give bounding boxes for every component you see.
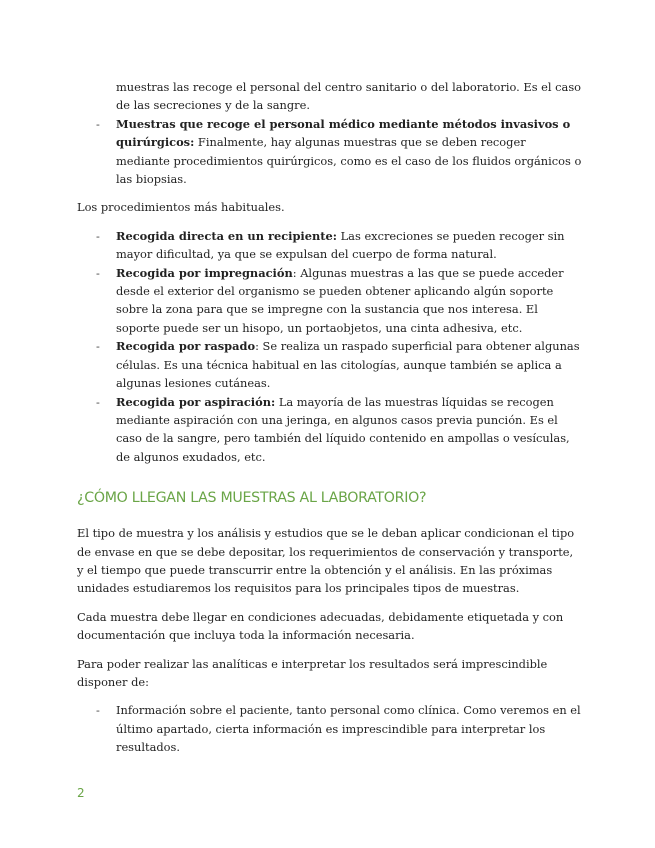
- list-item: [77, 393, 582, 467]
- list-item-title: Recogida por aspiración:: [116, 394, 276, 409]
- requirements-list: [77, 701, 582, 756]
- list-item-continuation: muestras las recoge el personal del centro sanitario o del laboratorio. Es el caso de las secreciones y de la sangre.: [116, 80, 582, 113]
- list-bullet: -: [96, 228, 100, 243]
- list-bullet: -: [96, 394, 100, 409]
- sample-types-list: [77, 115, 582, 189]
- body-paragraph: Cada muestra debe llegar en condiciones adecuadas, debidamente etiquetada y con documentación que incluya toda la información necesaria.: [77, 609, 564, 643]
- body-paragraph: El tipo de muestra y los análisis y estudios que se le deban aplicar condicionan el tipo de envase en que se debe depositar, los requerimientos de conservación y transporte, y el tiempo que puede transcurrir entre la obtención y el análisis. En las próximas unidades estudiaremos los requisitos para los principales tipos de muestras.: [77, 526, 575, 596]
- list-item: [77, 227, 582, 264]
- list-bullet: -: [96, 703, 100, 718]
- list-bullet: -: [96, 265, 100, 280]
- list-item: [77, 701, 582, 756]
- section-heading: ¿CÓMO LLEGAN LAS MUESTRAS AL LABORATORIO?: [77, 490, 427, 507]
- list-item: [77, 264, 582, 338]
- list-item: [77, 337, 582, 392]
- list-item-title: Muestras que recoge el personal médico mediante métodos invasivos o quirúrgicos:: [116, 116, 571, 150]
- procedures-intro: Los procedimientos más habituales.: [77, 200, 285, 215]
- list-bullet: -: [96, 339, 100, 354]
- list-item-title: Recogida por impregnación: [116, 265, 293, 280]
- list-item-text: Las excreciones se pueden recoger sin mayor dificultad, ya que se expulsan del cuerpo de forma natural.: [116, 228, 565, 262]
- page-content: [77, 78, 582, 757]
- list-item-text: Información sobre el paciente, tanto personal como clínica. Como veremos en el último apartado, cierta información es imprescindible para interpretar los resultados.: [116, 703, 581, 755]
- list-bullet: -: [96, 116, 100, 131]
- list-item-text: : Algunas muestras a las que se puede acceder desde el exterior del organismo se pueden obtener aplicando algún soporte sobre la zona para que se impregne con la sustancia que nos interesa. El soporte puede ser un hisopo, un portaobjetos, una cinta adhesiva, etc.: [116, 265, 564, 335]
- body-paragraph: Para poder realizar las analíticas e interpretar los resultados será imprescindible disponer de:: [77, 656, 548, 689]
- list-item-title: Recogida directa en un recipiente:: [116, 228, 337, 243]
- list-item-text: Finalmente, hay algunas muestras que se deben recoger mediante procedimientos quirúrgicos, como es el caso de los fluidos orgánicos o las biopsias.: [116, 135, 582, 187]
- procedures-list: [77, 227, 582, 466]
- page-number: 2: [77, 786, 85, 800]
- list-item: [77, 115, 582, 189]
- list-item-title: Recogida por raspado: [116, 339, 256, 354]
- list-item-text: : Se realiza un raspado superficial para obtener algunas células. Es una técnica habitual en las citologías, aunque también se aplica a algunas lesiones cutáneas.: [116, 339, 580, 391]
- list-item-text: La mayoría de las muestras líquidas se recogen mediante aspiración con una jeringa, en algunos casos previa punción. Es el caso de la sangre, pero también del líquido contenido en ampollas o vesículas, de algunos exudados, etc.: [116, 394, 570, 464]
